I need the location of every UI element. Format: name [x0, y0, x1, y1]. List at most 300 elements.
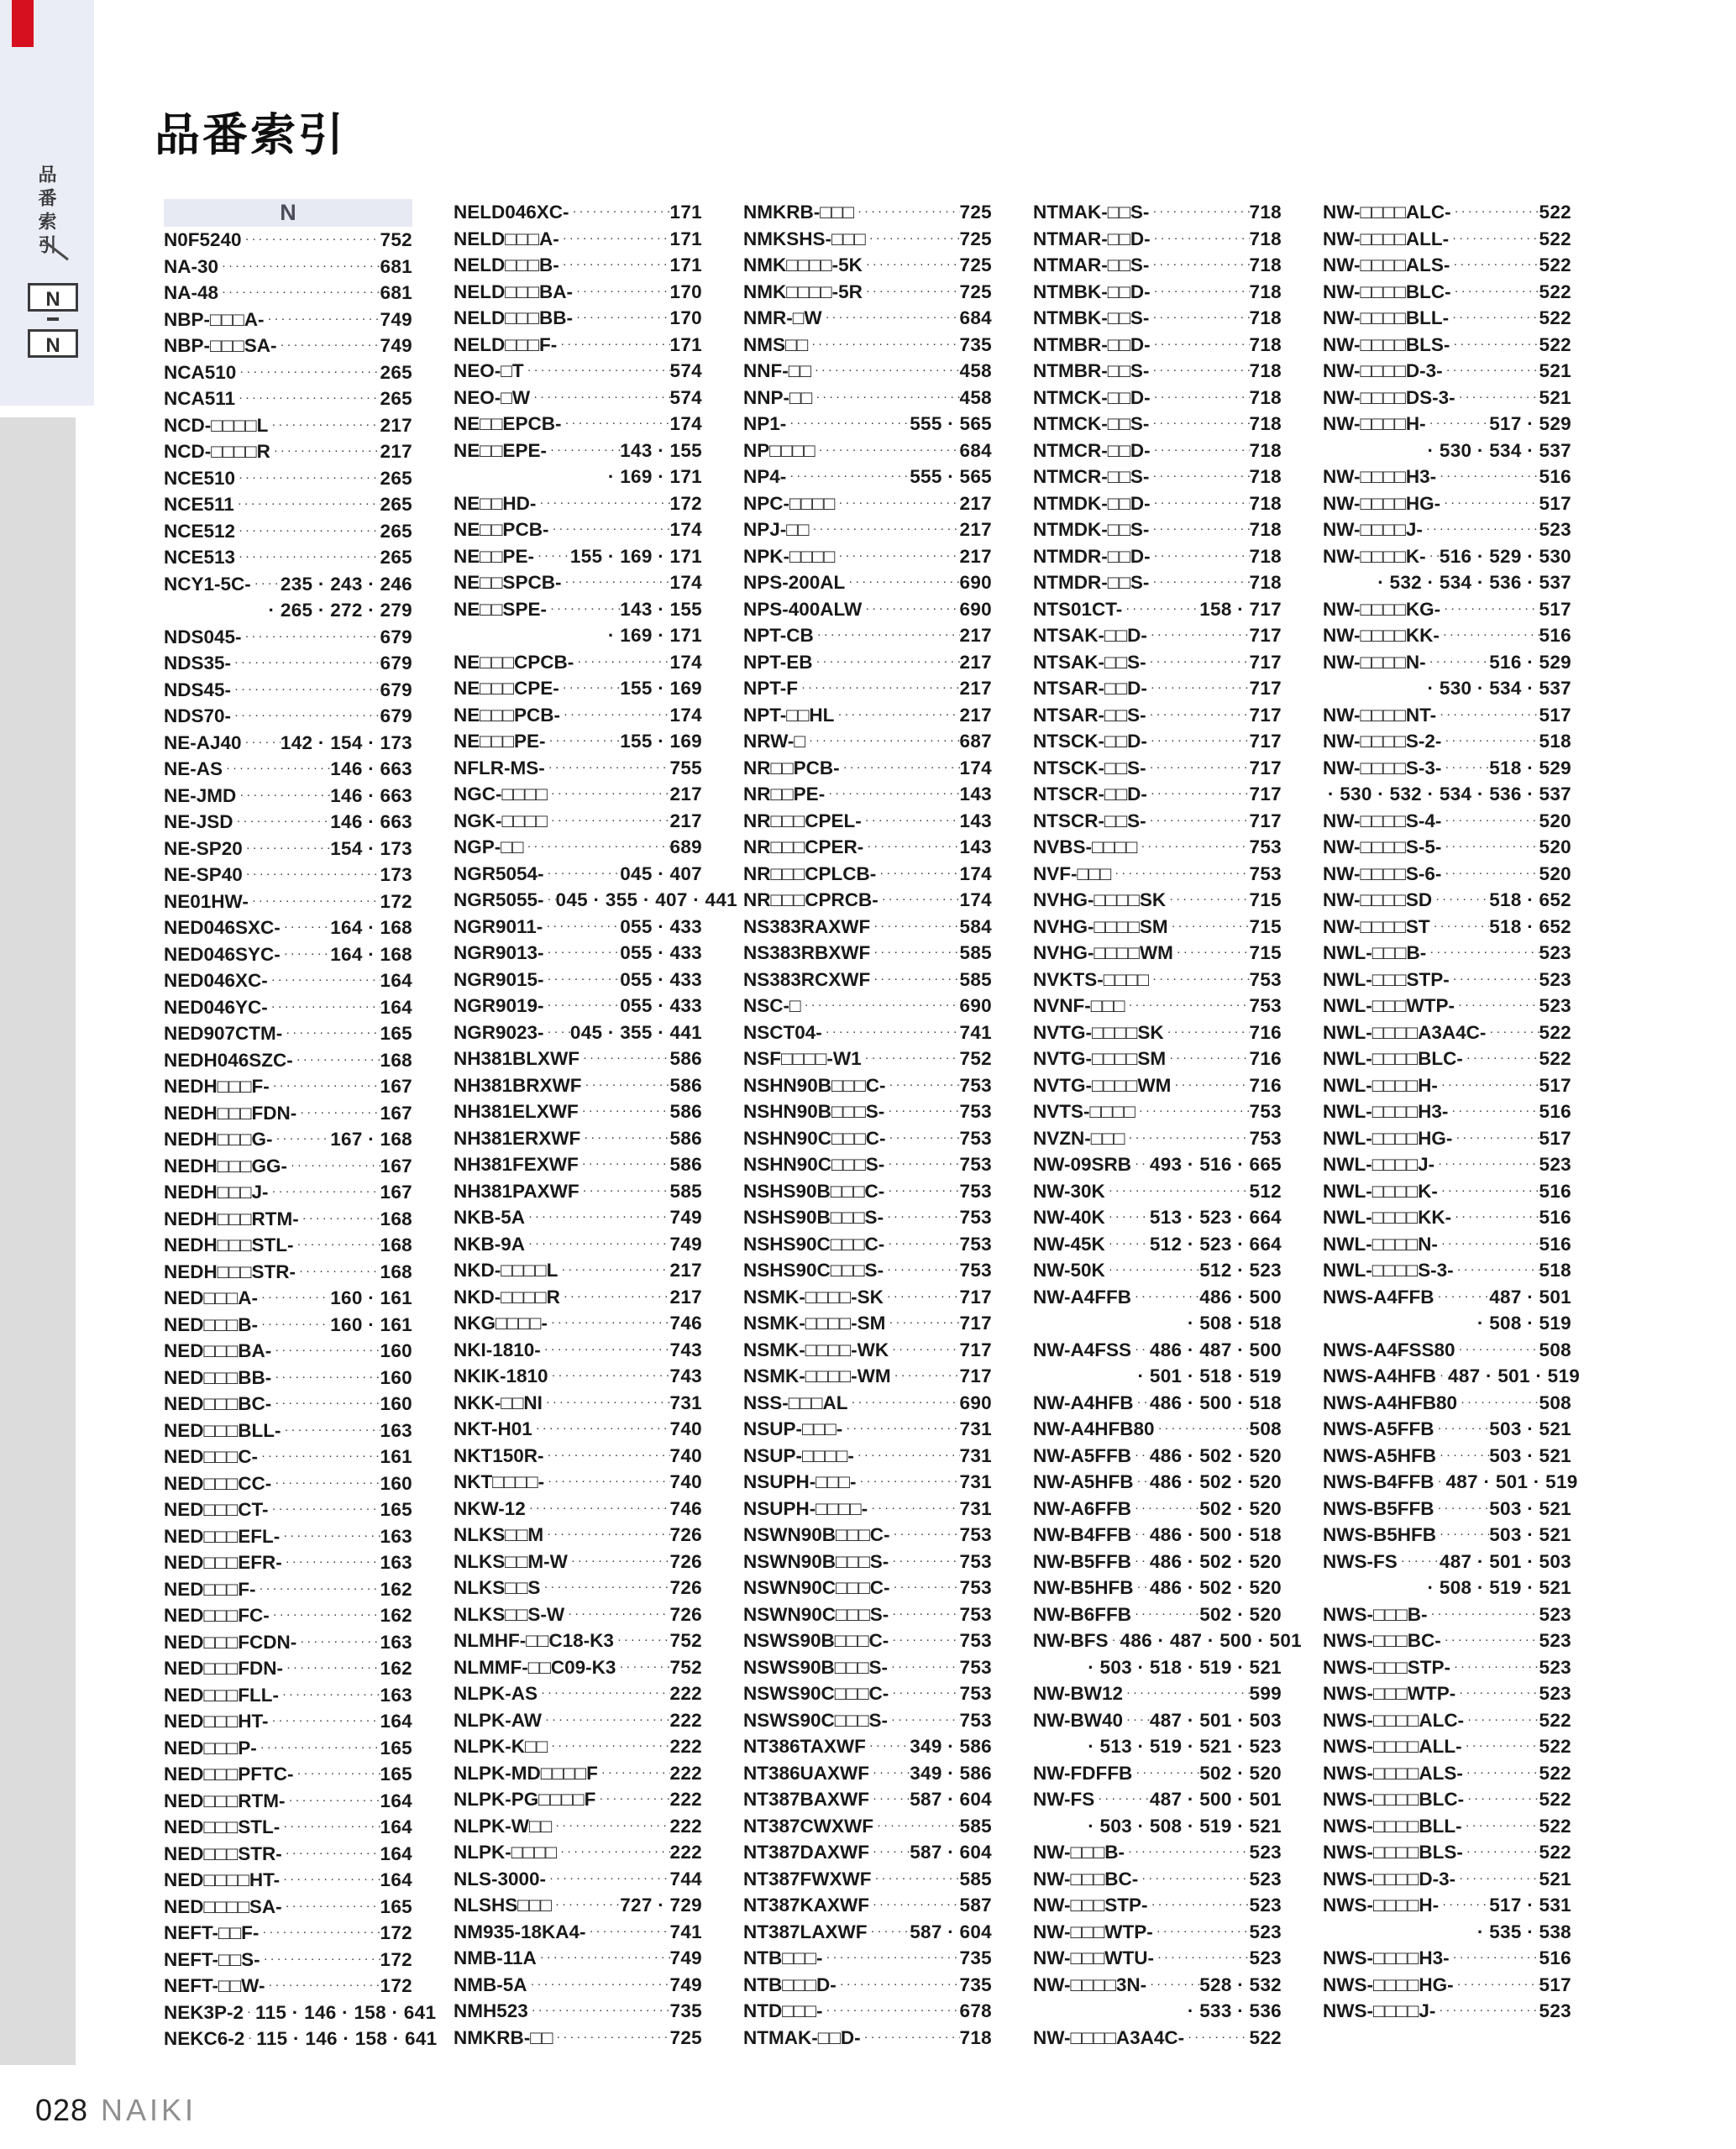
dot-leader	[1171, 1072, 1249, 1098]
entry-pages: 528 · 532	[1199, 1973, 1282, 1995]
entry-pages: · 533 · 536	[1187, 2000, 1282, 2021]
index-entry	[743, 1390, 992, 1417]
dot-leader	[1151, 384, 1250, 411]
entry-pages: 164	[380, 970, 412, 991]
dot-leader	[813, 648, 960, 675]
entry-code: NSMK-□□□□-WK	[743, 1339, 889, 1360]
entry-pages: 143	[959, 810, 992, 831]
dot-leader	[868, 1495, 959, 1522]
index-entry	[1033, 1680, 1282, 1707]
entry-code: NWS-A4FFB	[1323, 1286, 1434, 1308]
entry-pages: 684	[959, 439, 992, 461]
dot-leader	[258, 1443, 380, 1470]
entry-code: NW-□□□□S-5-	[1323, 836, 1442, 857]
entry-code: NW-□□□B-	[1033, 1842, 1125, 1863]
index-entry	[1033, 1549, 1282, 1575]
index-entry	[1033, 226, 1282, 253]
entry-code: NED046SXC-	[164, 917, 281, 938]
dot-leader	[1134, 1389, 1150, 1416]
entry-pages: 523	[1539, 1154, 1571, 1175]
entry-pages: 718	[959, 2026, 992, 2048]
index-entry	[743, 1945, 992, 1972]
index-entry	[743, 1151, 992, 1178]
entry-code: NWL-□□□□N-	[1323, 1233, 1438, 1255]
entry-pages: 679	[380, 679, 412, 700]
entry-pages: 170	[669, 280, 702, 302]
entry-code: NE□□PE-	[454, 545, 534, 567]
entry-pages: 486 · 500	[1199, 1286, 1282, 1308]
dot-leader	[296, 1099, 380, 1126]
dot-leader	[866, 1732, 910, 1759]
index-entry	[1323, 1443, 1571, 1470]
entry-pages: 217	[959, 704, 992, 726]
dot-leader	[1094, 1785, 1150, 1812]
index-entry	[1323, 226, 1571, 253]
index-entry	[454, 1284, 702, 1311]
entry-code: NW-□□□□HG-	[1323, 492, 1441, 514]
index-entry	[743, 1919, 992, 1946]
index-entry-continuation	[454, 464, 702, 490]
entry-code: NH381PAXWF	[454, 1180, 580, 1202]
entry-pages: 487 · 501 · 519	[1448, 1365, 1581, 1386]
entry-pages: 725	[959, 228, 992, 249]
index-entry	[1033, 1469, 1282, 1496]
dot-leader	[835, 542, 959, 569]
index-entry	[1323, 1707, 1571, 1734]
index-entry	[454, 1019, 702, 1046]
entry-pages: 155 · 169	[620, 678, 702, 699]
index-entry	[1323, 1125, 1571, 1152]
entry-code: NEO-□T	[454, 360, 524, 381]
index-entry-continuation	[1323, 675, 1571, 702]
entry-pages: 681	[380, 255, 412, 277]
index-entry	[1033, 1522, 1282, 1549]
dot-leader	[1123, 1706, 1150, 1733]
entry-code: NW-□□□□K-	[1323, 545, 1426, 567]
dot-leader	[1153, 1918, 1250, 1945]
entry-pages: 146 · 663	[330, 758, 412, 779]
entry-pages: 717	[1249, 757, 1282, 778]
entry-code: NR□□□CPRCB-	[743, 889, 878, 910]
entry-code: NLKS□□M	[454, 1524, 544, 1545]
entry-code: NW-□□□□J-	[1323, 519, 1423, 540]
entry-code: NVTG-□□□□SK	[1033, 1021, 1164, 1043]
dot-leader	[582, 1072, 670, 1098]
dot-leader	[1434, 1468, 1445, 1495]
dot-leader	[1436, 1442, 1489, 1469]
index-entry	[164, 571, 412, 598]
dot-leader	[884, 1230, 959, 1257]
index-entry	[1323, 1733, 1571, 1760]
entry-code: NVNF-□□□	[1033, 995, 1125, 1016]
index-entry	[1323, 596, 1571, 623]
dot-leader	[544, 860, 621, 887]
entry-pages: 503 · 521	[1489, 1418, 1571, 1439]
dot-leader	[552, 1812, 669, 1839]
index-entry	[164, 359, 412, 386]
entry-pages: 746	[669, 1497, 702, 1519]
entry-pages: 717	[1249, 704, 1282, 726]
dot-leader	[573, 278, 670, 305]
entry-code: NKG□□□□-	[454, 1313, 548, 1334]
entry-code: NVKTS-□□□□	[1033, 968, 1150, 990]
entry-pages: 174	[959, 889, 992, 910]
entry-pages: 163	[380, 1552, 412, 1573]
dot-leader	[1455, 384, 1539, 411]
entry-pages: 753	[959, 1074, 992, 1096]
index-entry	[743, 834, 992, 861]
entry-code: NSWN90B□□□C-	[743, 1524, 890, 1545]
dot-leader	[863, 278, 960, 305]
index-entry	[454, 1098, 702, 1125]
entry-pages: 168	[380, 1208, 412, 1229]
entry-code: NWS-A4HFB80	[1323, 1392, 1458, 1413]
dot-leader	[1166, 886, 1249, 913]
entry-pages: 599	[1249, 1683, 1282, 1704]
entry-code: NVTG-□□□□SM	[1033, 1048, 1167, 1069]
index-entry	[454, 1178, 702, 1205]
dot-leader	[811, 357, 960, 384]
entry-code: NW-FS	[1033, 1789, 1095, 1810]
index-entry	[454, 1786, 702, 1813]
dot-leader	[869, 1838, 910, 1865]
dot-leader	[527, 1971, 670, 1998]
entry-pages: 715	[1249, 889, 1282, 910]
entry-pages: 516	[1539, 1947, 1571, 1968]
entry-code: NSC-□	[743, 995, 801, 1016]
dot-leader	[1151, 331, 1250, 358]
index-entry	[743, 1627, 992, 1654]
entry-pages: 518 · 529	[1489, 757, 1571, 778]
entry-pages: 523	[1539, 519, 1571, 540]
dot-leader	[1438, 1072, 1539, 1098]
dot-leader	[1464, 1706, 1539, 1733]
entry-code: NEFT-□□W-	[164, 1975, 265, 1996]
index-entry	[1033, 1019, 1282, 1046]
entry-code: NW-□□□□ALS-	[1323, 254, 1450, 275]
entry-code: NEDH□□□F-	[164, 1076, 270, 1097]
index-entry	[743, 1839, 992, 1866]
entry-code: NTMAK-□□S-	[1033, 202, 1150, 223]
entry-code: NW-□□□□N-	[1323, 651, 1426, 673]
index-entry	[1033, 569, 1282, 596]
entry-pages: 522	[1539, 1048, 1571, 1069]
dot-leader	[1436, 463, 1539, 490]
entry-pages: 160	[380, 1340, 412, 1361]
index-entry	[1033, 1125, 1282, 1152]
entry-pages: 718	[1249, 307, 1282, 328]
entry-code: NMK□□□□-5K	[743, 254, 863, 275]
dot-leader	[569, 198, 670, 225]
dot-leader	[1149, 304, 1249, 331]
entry-code: NVTG-□□□□WM	[1033, 1074, 1172, 1096]
entry-pages: 487 · 501 · 503	[1439, 1550, 1571, 1572]
index-entry	[164, 1285, 412, 1312]
section-header: N	[164, 199, 412, 227]
dot-leader	[1135, 1098, 1250, 1124]
entry-pages: 143 · 155	[620, 439, 702, 461]
dot-leader	[544, 1019, 570, 1046]
dot-leader	[823, 1997, 960, 2024]
entry-code: NDS45-	[164, 679, 232, 700]
entry-pages: 168	[380, 1234, 412, 1255]
index-entry	[1033, 993, 1282, 1019]
entry-code: NMK□□□□-5R	[743, 280, 863, 302]
entry-pages: 522	[1539, 1762, 1571, 1784]
index-entry	[164, 491, 412, 518]
dot-leader	[242, 226, 380, 253]
index-entry-continuation	[454, 622, 702, 649]
index-entry	[164, 994, 412, 1021]
entry-code: NSWS90B□□□C-	[743, 1630, 889, 1651]
entry-pages: 753	[959, 1127, 992, 1149]
dot-leader	[268, 993, 380, 1020]
entry-code: NDS35-	[164, 653, 232, 674]
entry-code: NEKC6-2	[164, 2028, 245, 2049]
entry-code: NVZN-□□□	[1033, 1127, 1125, 1149]
entry-code: NTSCR-□□S-	[1033, 810, 1146, 831]
entry-code: NW-A4FSS	[1033, 1339, 1132, 1360]
index-entry	[743, 1363, 992, 1390]
dot-leader	[236, 359, 380, 385]
dot-leader	[1151, 437, 1250, 464]
index-column-3	[743, 199, 992, 2051]
entry-pages: 516	[1539, 1101, 1571, 1122]
index-entry	[1323, 914, 1571, 941]
entry-code: NVHG-□□□□SK	[1033, 889, 1167, 910]
entry-pages: 731	[959, 1497, 992, 1519]
entry-pages: 164	[380, 1842, 412, 1864]
dot-leader	[1463, 1045, 1539, 1072]
entry-pages: 725	[959, 280, 992, 302]
entry-pages: 517	[1539, 492, 1571, 514]
dot-leader	[545, 754, 670, 781]
index-entry	[1323, 1549, 1571, 1575]
entry-pages: 523	[1539, 995, 1571, 1016]
dot-leader	[557, 331, 669, 358]
entry-pages: 740	[669, 1471, 702, 1492]
entry-code: NTSCK-□□S-	[1033, 757, 1146, 778]
entry-pages: 517	[1539, 704, 1571, 726]
index-entry	[743, 490, 992, 517]
dot-leader	[269, 1178, 380, 1205]
entry-pages: 753	[959, 1550, 992, 1572]
entry-pages: 523	[1539, 1630, 1571, 1651]
entry-code: NMB-11A	[454, 1947, 537, 1968]
dot-leader	[1147, 780, 1250, 807]
entry-code: NED□□□F-	[164, 1578, 256, 1600]
entry-pages: 172	[380, 890, 412, 912]
entry-pages: 741	[669, 1921, 702, 1942]
dot-leader	[544, 1468, 669, 1495]
entry-code: NWS-□□□B-	[1323, 1603, 1428, 1625]
dot-leader	[842, 1415, 959, 1442]
dot-leader	[1105, 1230, 1150, 1257]
index-entry	[164, 280, 412, 307]
dot-leader	[218, 279, 380, 306]
entry-pages: 143	[959, 784, 992, 805]
entry-code: NBP-□□□A-	[164, 308, 265, 330]
index-entry	[454, 226, 702, 253]
dot-leader	[1438, 1230, 1539, 1257]
entry-code: NTMBR-□□S-	[1033, 360, 1150, 381]
dot-leader	[1455, 1865, 1539, 1892]
entry-pages: 512 · 523	[1199, 1260, 1282, 1281]
index-entry	[454, 728, 702, 755]
index-entry	[743, 1786, 992, 1813]
index-entry	[164, 1391, 412, 1418]
entry-code: NT387BAXWF	[743, 1789, 870, 1810]
dot-leader	[869, 1785, 910, 1812]
entry-code: NRW-□	[743, 731, 805, 752]
entry-code: NKIK-1810	[454, 1365, 548, 1386]
dot-leader	[547, 437, 620, 464]
entry-pages: 523	[1539, 942, 1571, 963]
entry-pages: 716	[1249, 1074, 1282, 1096]
entry-pages: 725	[959, 254, 992, 275]
entry-code: NSHN90C□□□S-	[743, 1154, 885, 1175]
entry-pages: 160	[380, 1472, 412, 1494]
entry-code: NE□□□CPCB-	[454, 651, 574, 673]
entry-code: NFLR-MS-	[454, 757, 545, 778]
index-column-4	[1033, 199, 1302, 2051]
index-entry	[164, 1788, 412, 1815]
index-entry-continuation	[1323, 1310, 1571, 1337]
index-entry	[743, 1310, 992, 1337]
entry-pages: 586	[669, 1074, 702, 1096]
dot-leader	[1131, 1495, 1199, 1522]
entry-pages: 055 · 433	[620, 915, 702, 937]
entry-pages: 517	[1539, 1074, 1571, 1096]
entry-pages: 716	[1249, 1048, 1282, 1069]
dot-leader	[279, 1681, 380, 1708]
dot-leader	[816, 437, 960, 464]
entry-code: NNP-□□	[743, 386, 813, 408]
entry-pages: 503 · 521	[1489, 1524, 1571, 1545]
dot-leader	[235, 517, 380, 544]
entry-pages: 217	[959, 492, 992, 514]
entry-pages: 587 · 604	[910, 1842, 992, 1863]
entry-pages: 486 · 502 · 520	[1149, 1550, 1282, 1572]
dot-leader	[561, 569, 669, 595]
index-entry	[164, 1047, 412, 1074]
entry-code: NW-□□□WTU-	[1033, 1947, 1155, 1968]
dot-leader	[574, 648, 669, 675]
index-entry	[1323, 993, 1571, 1019]
entry-code: NW-□□□BC-	[1033, 1868, 1139, 1890]
entry-pages: 523	[1539, 2000, 1571, 2021]
index-entry	[743, 1072, 992, 1099]
entry-code: NW-□□□STP-	[1033, 1895, 1148, 1916]
entry-pages: 217	[959, 545, 992, 567]
index-entry	[743, 1575, 992, 1601]
dot-leader	[1149, 357, 1249, 384]
entry-code: NGR9019-	[454, 995, 544, 1016]
entry-pages: 717	[1249, 651, 1282, 673]
entry-code: NWS-□□□□D-3-	[1323, 1868, 1456, 1890]
entry-pages: 174	[669, 704, 702, 726]
dot-leader	[561, 410, 669, 437]
index-entry	[743, 1760, 992, 1787]
entry-pages: 746	[669, 1313, 702, 1334]
index-entry	[1033, 464, 1282, 490]
dot-leader	[1440, 490, 1539, 516]
entry-pages: 735	[959, 333, 992, 355]
entry-code: NW-□□□□BLL-	[1323, 307, 1450, 328]
dot-leader	[530, 384, 669, 411]
index-entry	[1033, 199, 1282, 226]
entry-code: NSHS90B□□□S-	[743, 1207, 884, 1228]
entry-code: NWS-A4HFB	[1323, 1365, 1436, 1386]
dot-leader	[548, 1309, 670, 1336]
index-entry	[1323, 808, 1571, 835]
index-entry	[454, 199, 702, 226]
index-entry	[743, 808, 992, 835]
entry-pages: 520	[1539, 836, 1571, 857]
dot-leader	[1457, 1389, 1539, 1416]
index-entry	[1323, 411, 1571, 438]
dot-leader	[280, 1523, 380, 1549]
entry-pages: 718	[1249, 572, 1282, 593]
index-entry	[164, 465, 412, 492]
entry-pages: 146 · 663	[330, 811, 412, 832]
entry-pages: 522	[1539, 1709, 1571, 1731]
dot-leader	[870, 939, 959, 966]
index-entry	[1033, 702, 1282, 729]
entry-pages: 265	[380, 494, 412, 515]
entry-pages: 055 · 433	[620, 995, 702, 1016]
dot-leader	[1149, 569, 1249, 595]
entry-code: NEFT-□□S-	[164, 1948, 260, 1970]
entry-code: NEO-□W	[454, 386, 531, 408]
dot-leader	[1450, 331, 1539, 358]
index-entry	[454, 1337, 702, 1364]
entry-code: NE-SP20	[164, 837, 243, 859]
entry-code: NE□□HD-	[454, 492, 537, 514]
dot-leader	[1448, 1098, 1539, 1124]
entry-pages: 741	[959, 1021, 992, 1043]
entry-pages: 726	[669, 1524, 702, 1545]
dot-leader	[265, 306, 380, 333]
entry-pages: 458	[959, 360, 992, 381]
entry-pages: 718	[1249, 254, 1282, 275]
index-entry	[1033, 516, 1282, 543]
entry-code: NKB-5A	[454, 1207, 526, 1228]
index-entry	[1033, 1416, 1282, 1443]
entry-pages: 522	[1539, 202, 1571, 223]
index-entry	[1033, 755, 1282, 782]
dot-leader	[1125, 1838, 1250, 1865]
entry-code: NWS-□□□□BLC-	[1323, 1789, 1465, 1810]
entry-pages: 522	[1539, 307, 1571, 328]
dot-leader	[282, 1840, 380, 1867]
dot-leader	[1149, 251, 1249, 278]
entry-code: NSS-□□□AL	[743, 1392, 848, 1413]
dot-leader	[884, 1283, 960, 1310]
dot-leader	[1151, 225, 1250, 252]
dot-leader	[1423, 516, 1539, 542]
dot-leader	[1451, 1203, 1539, 1230]
index-entry	[1033, 2025, 1282, 2052]
entry-code: NED□□□EFL-	[164, 1525, 281, 1547]
index-entry	[743, 411, 992, 438]
entry-pages: 753	[1249, 995, 1282, 1016]
dot-leader	[889, 1680, 959, 1706]
entry-pages: 518 · 652	[1489, 889, 1571, 910]
index-entry	[1323, 649, 1571, 676]
index-entry	[1033, 1098, 1282, 1125]
entry-pages: 753	[959, 1101, 992, 1122]
